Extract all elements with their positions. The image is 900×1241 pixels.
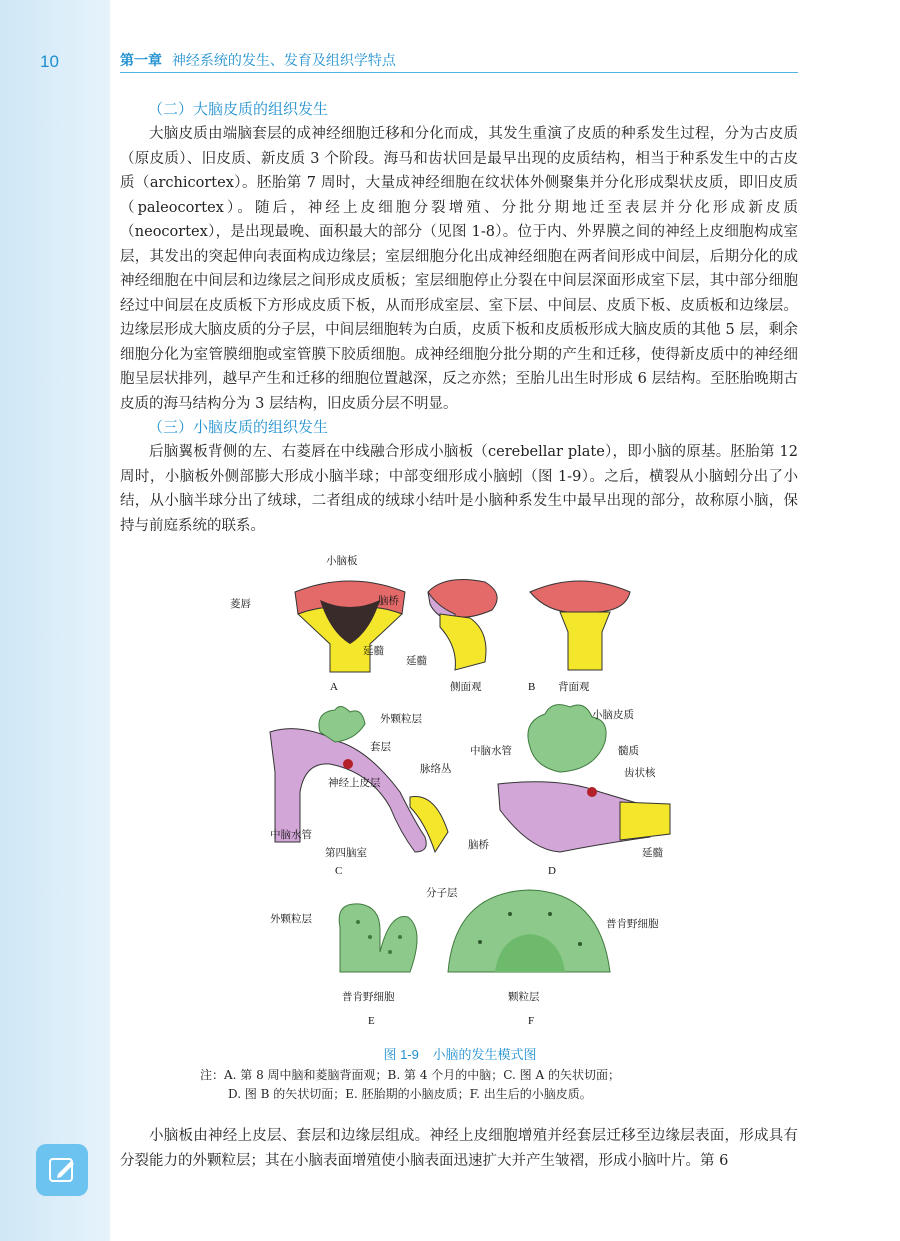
- chapter-title: 神经系统的发生、发育及组织学特点: [171, 52, 396, 68]
- section-heading-cerebral: （二）大脑皮质的组织发生: [148, 101, 329, 118]
- panel-c: [270, 706, 452, 877]
- label-pons-d: 脑桥: [468, 839, 489, 851]
- section-heading-cerebellar: （三）小脑皮质的组织发生: [148, 419, 329, 436]
- paragraph-cerebellar-plate: 小脑板由神经上皮层、套层和边缘层组成。神经上皮细胞增殖并经套层迁移至边缘层表面，形成具有分裂能力的外颗粒层；其在小脑表面增殖使小脑表面迅速扩大并产生皱褶，形成小脑叶片。第 6: [120, 1128, 798, 1169]
- figure-caption: [230, 1044, 690, 1063]
- label-outer-granular-c: 外颗粒层: [380, 713, 422, 725]
- panel-b: [528, 581, 630, 693]
- label-mantle-c: 套层: [370, 741, 391, 753]
- figure-title: 小脑的发生模式图: [432, 1047, 537, 1062]
- label-back-view: 背面观: [558, 681, 590, 693]
- label-cerebellar-plate: 小脑板: [326, 555, 358, 567]
- label-neuroepithelium: 神经上皮层: [328, 777, 381, 789]
- label-choroid-plexus: 脉络丛: [420, 763, 452, 775]
- label-panel-b: B: [528, 681, 536, 693]
- figure-note-line-1: 注：A. 第 8 周中脑和菱脑背面观；B. 第 4 个月的中脑；C. 图 A 的矢状切面；: [200, 1068, 620, 1082]
- panel-f: [426, 886, 659, 1027]
- label-panel-e: E: [368, 1015, 375, 1027]
- panel-d: [468, 705, 670, 877]
- label-panel-d: D: [548, 865, 556, 877]
- paragraph-cerebellar-cortex: 后脑翼板背侧的左、右菱唇在中线融合形成小脑板（cerebellar plate），即小脑的原基。胚胎第 12 周时，小脑板外侧部膨大形成小脑半球；中部变细形成小脑蚓（图 1-9）。之后，横裂从小脑蚓分出了小结，从小脑半球分出了绒球，二者组成的绒球小结叶是小脑种系发生中最早出现的部分，故称原小脑，保持与前庭系统的联系。: [120, 444, 798, 534]
- figure-note-line-2: D. 图 B 的矢状切面；E. 胚胎期的小脑皮质；F. 出生后的小脑皮质。: [228, 1087, 592, 1101]
- panel-a: [230, 554, 405, 693]
- label-panel-c: C: [335, 865, 343, 877]
- notes-button[interactable]: [36, 1144, 88, 1196]
- chapter-label: 第一章: [120, 52, 162, 68]
- label-dentate-nucleus: 齿状核: [624, 767, 656, 779]
- label-side-view: 侧面观: [450, 681, 482, 693]
- pencil-icon: [36, 1144, 88, 1196]
- label-panel-a: A: [330, 681, 338, 693]
- figure-cerebellum-development: [230, 552, 690, 1030]
- paragraph-cerebral-cortex: 大脑皮质由端脑套层的成神经细胞迁移和分化而成，其发生重演了皮质的种系发生过程，分为古皮质（原皮质）、旧皮质、新皮质 3 个阶段。海马和齿状回是最早出现的皮质结构，相当于种系发生中的古皮质（archicortex）。胚胎第 7 周时，大量成神经细胞在纹状体外侧聚集并分化形成梨状皮质，即旧皮质（paleocortex）。随后，神经上皮细胞分裂增殖、分批分期地迁至表层并分化形成新皮质（neocortex），是出现最晚、面积最大的部分（见图 1-8）。位于内、外界膜之间的神经上皮细胞构成室层，其发出的突起伸向表面构成边缘层；室层细胞分化出成神经细胞在两者间形成中间层，后期分化的成神经细胞在中间层和边缘层之间形成皮质板；室层细胞停止分裂在中间层深面形成室下层，其中部分细胞经过中间层在皮质板下方形成皮质下板，从而形成室层、室下层、中间层、皮质下板、皮质板和边缘层。边缘层形成大脑皮质的分子层，中间层细胞转为白质，皮质下板和皮质板形成大脑皮质的其他 5 层，剩余细胞分化为室管膜细胞或室管膜下胶质细胞。成神经细胞分批分期的产生和迁移，使得新皮质中的神经细胞呈层状排列，越早产生和迁移的细胞位置越深，反之亦然；至胎儿出生时形成 6 层结构。至胚胎晚期古皮质的海马结构分为 3 层结构，旧皮质分层不明显。: [120, 126, 798, 412]
- label-rhombic-lip: 菱唇: [230, 598, 251, 610]
- label-aqueduct-c: 中脑水管: [270, 829, 312, 841]
- label-medulla-d: 延髓: [642, 847, 663, 859]
- page-sidebar: [0, 0, 110, 1241]
- label-molecular-layer: 分子层: [426, 887, 458, 899]
- label-purkinje-f: 普肯野细胞: [606, 918, 659, 930]
- label-panel-f: F: [528, 1015, 535, 1027]
- label-cerebellar-cortex: 小脑皮质: [592, 709, 634, 721]
- label-fourth-ventricle: 第四脑室: [325, 847, 367, 859]
- label-purkinje-e: 普肯野细胞: [342, 991, 395, 1003]
- panel-e: [270, 904, 417, 1027]
- label-medulla-a: 延髓: [363, 645, 384, 657]
- label-outer-granular-e: 外颗粒层: [270, 913, 312, 925]
- figure-note: [200, 1066, 740, 1104]
- label-medulla-core: 髓质: [618, 745, 639, 757]
- figure-illustration: [230, 552, 690, 1030]
- running-header: [120, 50, 798, 73]
- main-content: [120, 98, 798, 538]
- bottom-content: [120, 1124, 798, 1173]
- label-medulla-side: 延髓: [406, 655, 427, 667]
- label-granular-layer: 颗粒层: [508, 991, 540, 1003]
- panel-a-side: [378, 580, 497, 693]
- figure-number: 图 1-9: [383, 1047, 419, 1062]
- label-aqueduct-d: 中脑水管: [470, 745, 512, 757]
- label-pons-a: 脑桥: [378, 595, 399, 607]
- page-number: 10: [40, 52, 59, 71]
